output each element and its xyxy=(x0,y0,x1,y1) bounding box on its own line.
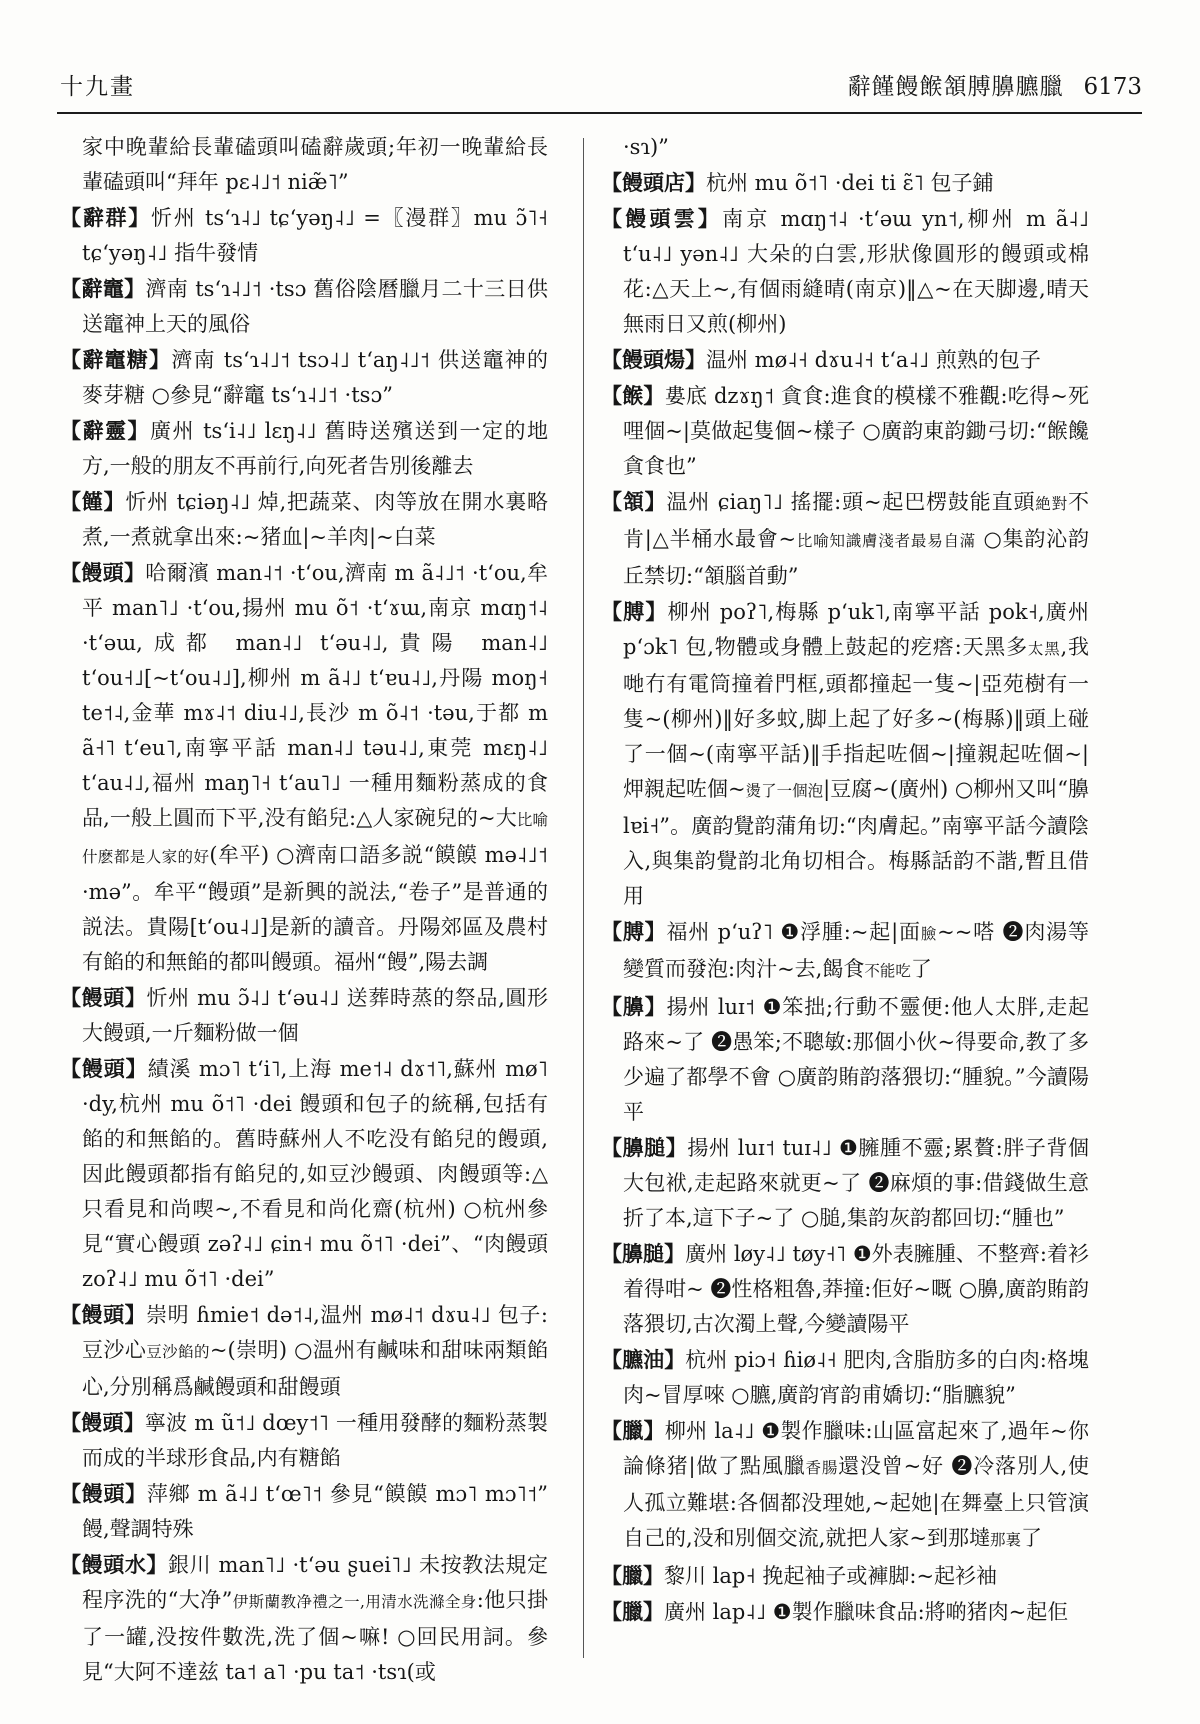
entry-headword: 【饅頭雲】 xyxy=(601,206,723,231)
entry-gloss-small: 燙了一個泡 xyxy=(745,782,824,800)
entry-headword: 【饅頭水】 xyxy=(60,1552,169,1577)
dictionary-entry xyxy=(60,1476,548,1547)
entry-headword: 【饅頭】 xyxy=(60,1410,145,1435)
entry-text: 黎川 lap˧ 挽起袖子或褲脚:~起衫袖 xyxy=(664,1564,998,1588)
dictionary-entry xyxy=(60,484,548,555)
entry-text: 濟南 tsʻɿ˨˩˦ ·tsɔ 舊俗陰曆臘月二十三日供送竈神上天的風俗 xyxy=(82,277,548,336)
entry-headword: 【䑄膇】 xyxy=(601,1241,686,1266)
entry-headword: 【饅頭】 xyxy=(60,1481,147,1506)
entry-headword: 【饅頭】 xyxy=(60,985,147,1010)
entry-text: 績溪 mɔ˥ tʻi˥,上海 me˦˨ dɤ˦˥,蘇州 mø˥ ·dy,杭州 mu õ˦˥ ·dei 饅頭和包子的統稱,包括有餡的和無餡的。舊時蘇州人不吃没有餡兒的饅頭,因此饅頭都指有餡兒的,如豆沙饅頭、肉饅頭等:△只看見和尚喫~,不看見和尚化齋(杭州) ○杭州參見“實心饅頭 zəʔ˨˩ ɕin˧ mu õ˦˥ ·dei”、“肉饅頭 zoʔ˨˩ mu õ˦˥ ·dei” xyxy=(82,1057,549,1291)
entry-text: 忻州 tsʻɿ˨˩ tɕʻyəŋ˨˩ =〖漫群〗mu ɔ̃˥˧ tɕʻyəŋ˨˩ 指牛發情 xyxy=(82,206,548,265)
dictionary-entry xyxy=(601,1236,1089,1342)
dictionary-entry xyxy=(60,271,548,342)
column-right xyxy=(601,130,1089,1630)
entry-headword: 【臕油】 xyxy=(601,1347,686,1372)
entry-text: 廣州 løy˨˩ tøy˧˥ ❶外表臃腫、不整齊:着衫着得咁~ ❷性格粗魯,莽撞:佢好~嘅 ○䑄,廣韵賄韵落猥切,古次濁上聲,今變讀陽平 xyxy=(623,1242,1089,1336)
dictionary-entry xyxy=(60,1051,548,1297)
entry-text: 崇明 ɦmie˦ də˦˨,温州 mø˨˦ dɤu˨˩ 包子:豆沙心 xyxy=(82,1303,548,1362)
dictionary-entry xyxy=(601,484,1089,594)
dictionary-entry xyxy=(60,342,548,413)
entry-gloss-small: 絶對 xyxy=(1035,495,1068,513)
dictionary-entry xyxy=(601,1130,1089,1236)
entry-text: ~~嗒 ❷肉湯等變質而發泡:肉汁~去,餲食 xyxy=(623,920,1090,981)
entry-headword: 【饅頭】 xyxy=(60,560,146,585)
dictionary-entry xyxy=(60,200,548,271)
entry-text: ~(崇明) ○温州有鹹味和甜味兩類餡心,分別稱爲鹹饅頭和甜饅頭 xyxy=(82,1338,548,1399)
entry-text: 忻州 tɕiəŋ˨˩ 焯,把蔬菜、肉等放在開水裏略煮,一煮就拿出來:~猪血|~羊肉|~白菜 xyxy=(82,490,549,549)
entry-text: 廣州 lap˨˩ ❶製作臘味食品:將啲猪肉~起佢 xyxy=(664,1600,1069,1624)
entry-headword: 【臘】 xyxy=(601,1599,664,1624)
entry-headword: 【辭靈】 xyxy=(60,418,150,443)
dictionary-entry xyxy=(60,1297,548,1405)
entry-text: 杭州 piɔ˧ ɦiø˨˧ 肥肉,含脂肪多的白肉:格塊肉~冒厚唻 ○臕,廣韵宵韵甫嬌切:“脂臕貌” xyxy=(623,1348,1090,1407)
entry-text: ·sɿ)” xyxy=(623,135,669,159)
entry-text: 南京 mɑŋ˦˨ ·tʻəɯ yn˦,柳州 m ã˨˩ tʻu˨˩ yən˨˩ 大朵的白雲,形狀像圓形的饅頭或棉花:△天上~,有個雨縫晴(南京)‖△~在天脚邊,晴天無雨日又煎(柳州) xyxy=(623,207,1089,336)
entry-text: :他只掛了一罐,没按件數洗,洗了個~嘛! ○回民用詞。參見“大阿不達兹 ta˦ a˥ ·pu ta˦ ·tsɿ(或 xyxy=(82,1588,548,1684)
dictionary-entry xyxy=(60,980,548,1051)
entry-text: 福州 pʻuʔ˥ ❶浮腫:~起|面 xyxy=(666,920,921,944)
column-left xyxy=(60,130,548,1690)
dictionary-entry xyxy=(601,201,1089,342)
entry-gloss-small: 比喻知識膚淺者最易自滿 xyxy=(796,532,977,550)
column-divider xyxy=(583,138,584,1658)
dictionary-entry xyxy=(60,1405,548,1476)
entry-headword: 【辭竈】 xyxy=(60,276,146,301)
entry-gloss-small: 香腸 xyxy=(805,1459,839,1477)
entry-headword: 【膊】 xyxy=(601,599,668,624)
header-running-heads xyxy=(847,68,1142,101)
dictionary-entry xyxy=(601,1594,1089,1630)
entry-headword: 【饉】 xyxy=(60,489,126,514)
dictionary-entry xyxy=(601,914,1089,989)
entry-text: 柳州 la˨˩ ❶製作臘味:山區富起來了,過年~你論條猪|做了點風臘 xyxy=(623,1419,1089,1478)
entry-headword: 【饅頭煬】 xyxy=(601,347,706,372)
entry-text: 婁底 dzɤŋ˦ 貪食:進食的模樣不雅觀:吃得~死哩個~|莫做起隻個~樣子 ○廣韵東韵鋤弓切:“餱饞貪食也” xyxy=(623,384,1090,478)
entry-text: 忻州 mu ɔ̃˨˩ tʻəu˨˩ 送葬時蒸的祭品,圓形大饅頭,一斤麵粉做一個 xyxy=(82,986,548,1045)
entry-text: 揚州 luɪ˦ ❶笨拙;行動不靈便:他人太胖,走起路來~了 ❷愚笨;不聰敏:那個小伙~得要命,教了多少遍了都學不會 ○廣韵賄韵落猥切:“腫貌。”今讀陽平 xyxy=(623,995,1089,1124)
page-number: 6173 xyxy=(1083,74,1142,100)
entry-text: |豆腐~(廣州) ○柳州又叫“䑄 lɐi˧”。廣韵覺韵蒲角切:“肉膚起。”南寧平話今讀陰入,與集韵覺韵北角切相合。梅縣話韵不諧,暫且借用 xyxy=(623,777,1089,908)
dictionary-entry xyxy=(601,1413,1089,1558)
entry-text: 哈爾濱 man˨˦ ·tʻou,濟南 m ã˨˩˦ ·tʻou,牟平 man˥˩ ·tʻou,揚州 mu õ˦ ·tʻɤɯ,南京 mɑŋ˦˨ ·tʻəɯ,成都 man˨˩ tʻəu˨˩,貴陽 man˨˩ tʻou˧˩[~tʻou˨˩],柳州 m ã˨˩ tʻɐu˨˩,丹陽 moŋ˧ te˦˨,金華 mɤ˨˦ diu˨˩,長沙 m õ˨˦ ·təu,于都 m ã˧˥ tʻeu˥,南寧平話 man˨˩ təu˨˩,東莞 mɛŋ˨˩ tʻau˨˩,福州 maŋ˥˧ tʻau˥˩ 一種用麵粉蒸成的食品,一般上圓而下平,没有餡兒:△人家碗兒的~大 xyxy=(82,561,548,830)
entry-gloss-small: 比喻什麽都是人家的好 xyxy=(82,811,548,866)
entry-text: 不肯|△半桶水最會~ xyxy=(623,490,1089,551)
entry-headword: 【饅頭】 xyxy=(60,1302,147,1327)
entry-text: 萍鄉 m ã˨˩ tʻœ˥˦ 參見“饃饃 mɔ˥ mɔ˥˦” 饅,聲調特殊 xyxy=(82,1482,548,1541)
dictionary-entry xyxy=(601,989,1089,1130)
entry-text: ,我哋冇有電筒撞着門框,頭都撞起一隻~|亞苑樹有一隻~(柳州)‖好多蚊,脚上起了好多~(梅縣)‖頭上碰了一個~(南寧平話)‖手指起咗個~|撞親起咗個~|炠親起咗個~ xyxy=(623,635,1089,801)
entry-headword: 【臘】 xyxy=(601,1563,664,1588)
header-rule xyxy=(57,112,1142,114)
dictionary-entry xyxy=(601,378,1089,484)
page-header xyxy=(60,68,1142,101)
dictionary-entry xyxy=(60,555,548,980)
entry-text: 了 xyxy=(910,957,932,981)
entry-text: ○集韵沁韵丘禁切:“頷腦首動” xyxy=(623,527,1089,588)
dictionary-entry xyxy=(601,1558,1089,1594)
entry-headword: 【辭竈糖】 xyxy=(60,347,172,372)
entry-gloss-small: 豆沙餡的 xyxy=(146,1343,210,1361)
entry-gloss-small: 那裏 xyxy=(989,1531,1021,1549)
entry-text: 濟南 tsʻɿ˨˩˦ tsɔ˨˩ tʻaŋ˨˩˦ 供送竈神的麥芽糖 ○參見“辭竈 tsʻɿ˨˩˦ ·tsɔ” xyxy=(82,348,549,407)
entry-gloss-small: 不能吃 xyxy=(864,962,911,980)
entry-text: 銀川 man˥˩ ·tʻəu ʂuei˥˩ 未按教法規定程序洗的“大净” xyxy=(82,1553,549,1612)
entry-text: 還没曾~好 ❷冷落別人,使人孤立難堪:各個都没理她,~起她|在舞臺上只管演自己的,没和別個交流,就把人家~到那墶 xyxy=(623,1454,1089,1550)
entry-text: (牟平) ○濟南口語多説“饃饃 mə˨˩˦ ·mə”。牟平“饅頭”是新興的説法,“卷子”是普通的説法。貴陽[tʻou˨˩]是新的讀音。丹陽郊區及農村有餡的和無餡的都叫饅頭。福州“饅”,陽去調 xyxy=(82,843,548,974)
dictionary-entry xyxy=(601,342,1089,378)
entry-text: 寧波 m ũ˦˩ dœy˦˥ 一種用發酵的麵粉蒸製而成的半球形食品,内有糖餡 xyxy=(82,1411,548,1470)
entry-headword: 【饅頭】 xyxy=(60,1056,148,1081)
entry-headword: 【餱】 xyxy=(601,383,665,408)
entry-text: 揚州 luɪ˦ tuɪ˨˩ ❶臃腫不靈;累贅:胖子背個大包袱,走起路來就更~了 ❷麻煩的事:借錢做生意折了本,這下子~了 ○膇,集韵灰韵都回切:“腫也” xyxy=(623,1136,1089,1230)
entry-text: 温州 mø˨˧ dɤu˨˧ tʻa˨˩ 煎熟的包子 xyxy=(706,348,1041,372)
entry-gloss-small: 伊斯蘭教净禮之一,用清水洗滌全身 xyxy=(232,1593,477,1611)
entry-headword: 【饅頭店】 xyxy=(601,170,706,195)
dictionary-entry xyxy=(601,594,1089,914)
header-stroke-count: 十九畫 xyxy=(60,74,135,100)
header-headword-list: 辭饉饅餱頷膊䑄臕臘 xyxy=(847,74,1064,100)
entry-headword: 【䑄】 xyxy=(601,994,667,1019)
entry-headword: 【辭群】 xyxy=(60,205,152,230)
entry-text: 了 xyxy=(1020,1526,1042,1550)
dictionary-entry xyxy=(60,1547,548,1690)
dictionary-entry xyxy=(60,413,548,484)
entry-text: 廣州 tsʻi˨˩ lɛŋ˨˩ 舊時送殯送到一定的地方,一般的朋友不再前行,向死者告別後離去 xyxy=(82,419,549,478)
entry-continuation xyxy=(601,130,1089,165)
entry-headword: 【䑄膇】 xyxy=(601,1135,688,1160)
entry-text: 杭州 mu õ˦˥ ·dei ti ɛ̃˥ 包子鋪 xyxy=(706,171,994,195)
entry-text: 温州 ɕiaŋ˥˩ 搖擺:頭~起巴楞鼓能直頭 xyxy=(666,490,1036,514)
entry-gloss-small: 臉 xyxy=(920,925,938,943)
entry-continuation xyxy=(60,130,548,200)
entry-text: 家中晚輩給長輩磕頭叫磕辭歲頭;年初一晚輩給長輩磕頭叫“拜年 pɛ˨˩˦ niæ̃˥” xyxy=(82,135,548,194)
dictionary-entry xyxy=(601,165,1089,201)
entry-headword: 【膊】 xyxy=(601,919,667,944)
dictionary-entry xyxy=(601,1342,1089,1413)
entry-headword: 【頷】 xyxy=(601,489,667,514)
entry-gloss-small: 太黑 xyxy=(1027,640,1061,658)
entry-headword: 【臘】 xyxy=(601,1418,665,1443)
entry-text: 柳州 poʔ˥,梅縣 pʻuk˥,南寧平話 pok˧,廣州 pʻɔk˥ 包,物體或身體上鼓起的疙瘩:天黑多 xyxy=(623,600,1089,659)
